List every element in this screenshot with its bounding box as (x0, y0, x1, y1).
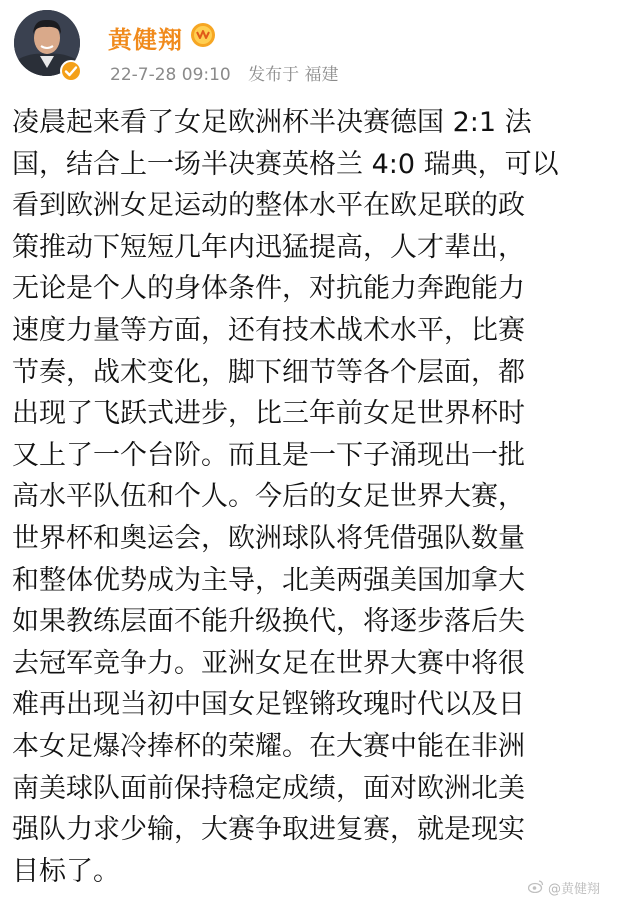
post-text-line: 强队力求少输，大赛争取进复赛，就是现实 (12, 814, 525, 846)
post-text-line: 如果教练层面不能升级换代，将逐步落后失 (12, 606, 525, 638)
post-content (12, 102, 628, 892)
post-text-line: 目标了。 (12, 855, 120, 887)
post-location: 发布于 福建 (248, 65, 339, 85)
post-text-line: 和整体优势成为主导，北美两强美国加拿大 (12, 564, 525, 596)
post-text-line: 看到欧洲女足运动的整体水平在欧足联的政 (12, 190, 525, 222)
post-text-line: 南美球队面前保持稳定成绩，面对欧洲北美 (12, 772, 525, 804)
post-text-line: 出现了飞跃式进步，比三年前女足世界杯时 (12, 398, 525, 430)
post-text-line: 国，结合上一场半决赛英格兰 4:0 瑞典，可以 (12, 148, 559, 180)
post-text-line: 又上了一个台阶。而且是一下子涌现出一批 (12, 439, 525, 471)
post-text-line: 本女足爆冷捧杯的荣耀。在大赛中能在非洲 (12, 730, 525, 762)
weibo-logo-icon (528, 879, 544, 893)
post-text-line: 无论是个人的身体条件，对抗能力奔跑能力 (12, 273, 525, 305)
post-text-line: 策推动下短短几年内迅猛提高，人才辈出， (12, 231, 525, 263)
post-timestamp: 22-7-28 09:10 (110, 65, 231, 85)
post-text-line: 高水平队伍和个人。今后的女足世界大赛， (12, 481, 525, 513)
post-text-line: 难再出现当初中国女足铿锵玫瑰时代以及日 (12, 689, 525, 721)
post-text-line: 凌晨起来看了女足欧洲杯半决赛德国 2:1 法 (12, 107, 532, 138)
verified-badge-icon (62, 62, 80, 80)
vip-badge (190, 22, 216, 48)
post-meta (110, 60, 339, 85)
watermark-text: @黄健翔 (548, 882, 601, 897)
vip-badge-icon (190, 22, 216, 48)
post-text-line: 速度力量等方面，还有技术战术水平，比赛 (12, 314, 525, 346)
author-name[interactable]: 黄健翔 (108, 26, 183, 54)
post-text-line: 世界杯和奥运会，欧洲球队将凭借强队数量 (12, 522, 525, 554)
post-text-line: 节奏，战术变化，脚下细节等各个层面，都 (12, 356, 525, 388)
post-text-line: 去冠军竞争力。亚洲女足在世界大赛中将很 (12, 647, 525, 679)
verified-badge (60, 60, 82, 82)
post-header (0, 0, 640, 100)
